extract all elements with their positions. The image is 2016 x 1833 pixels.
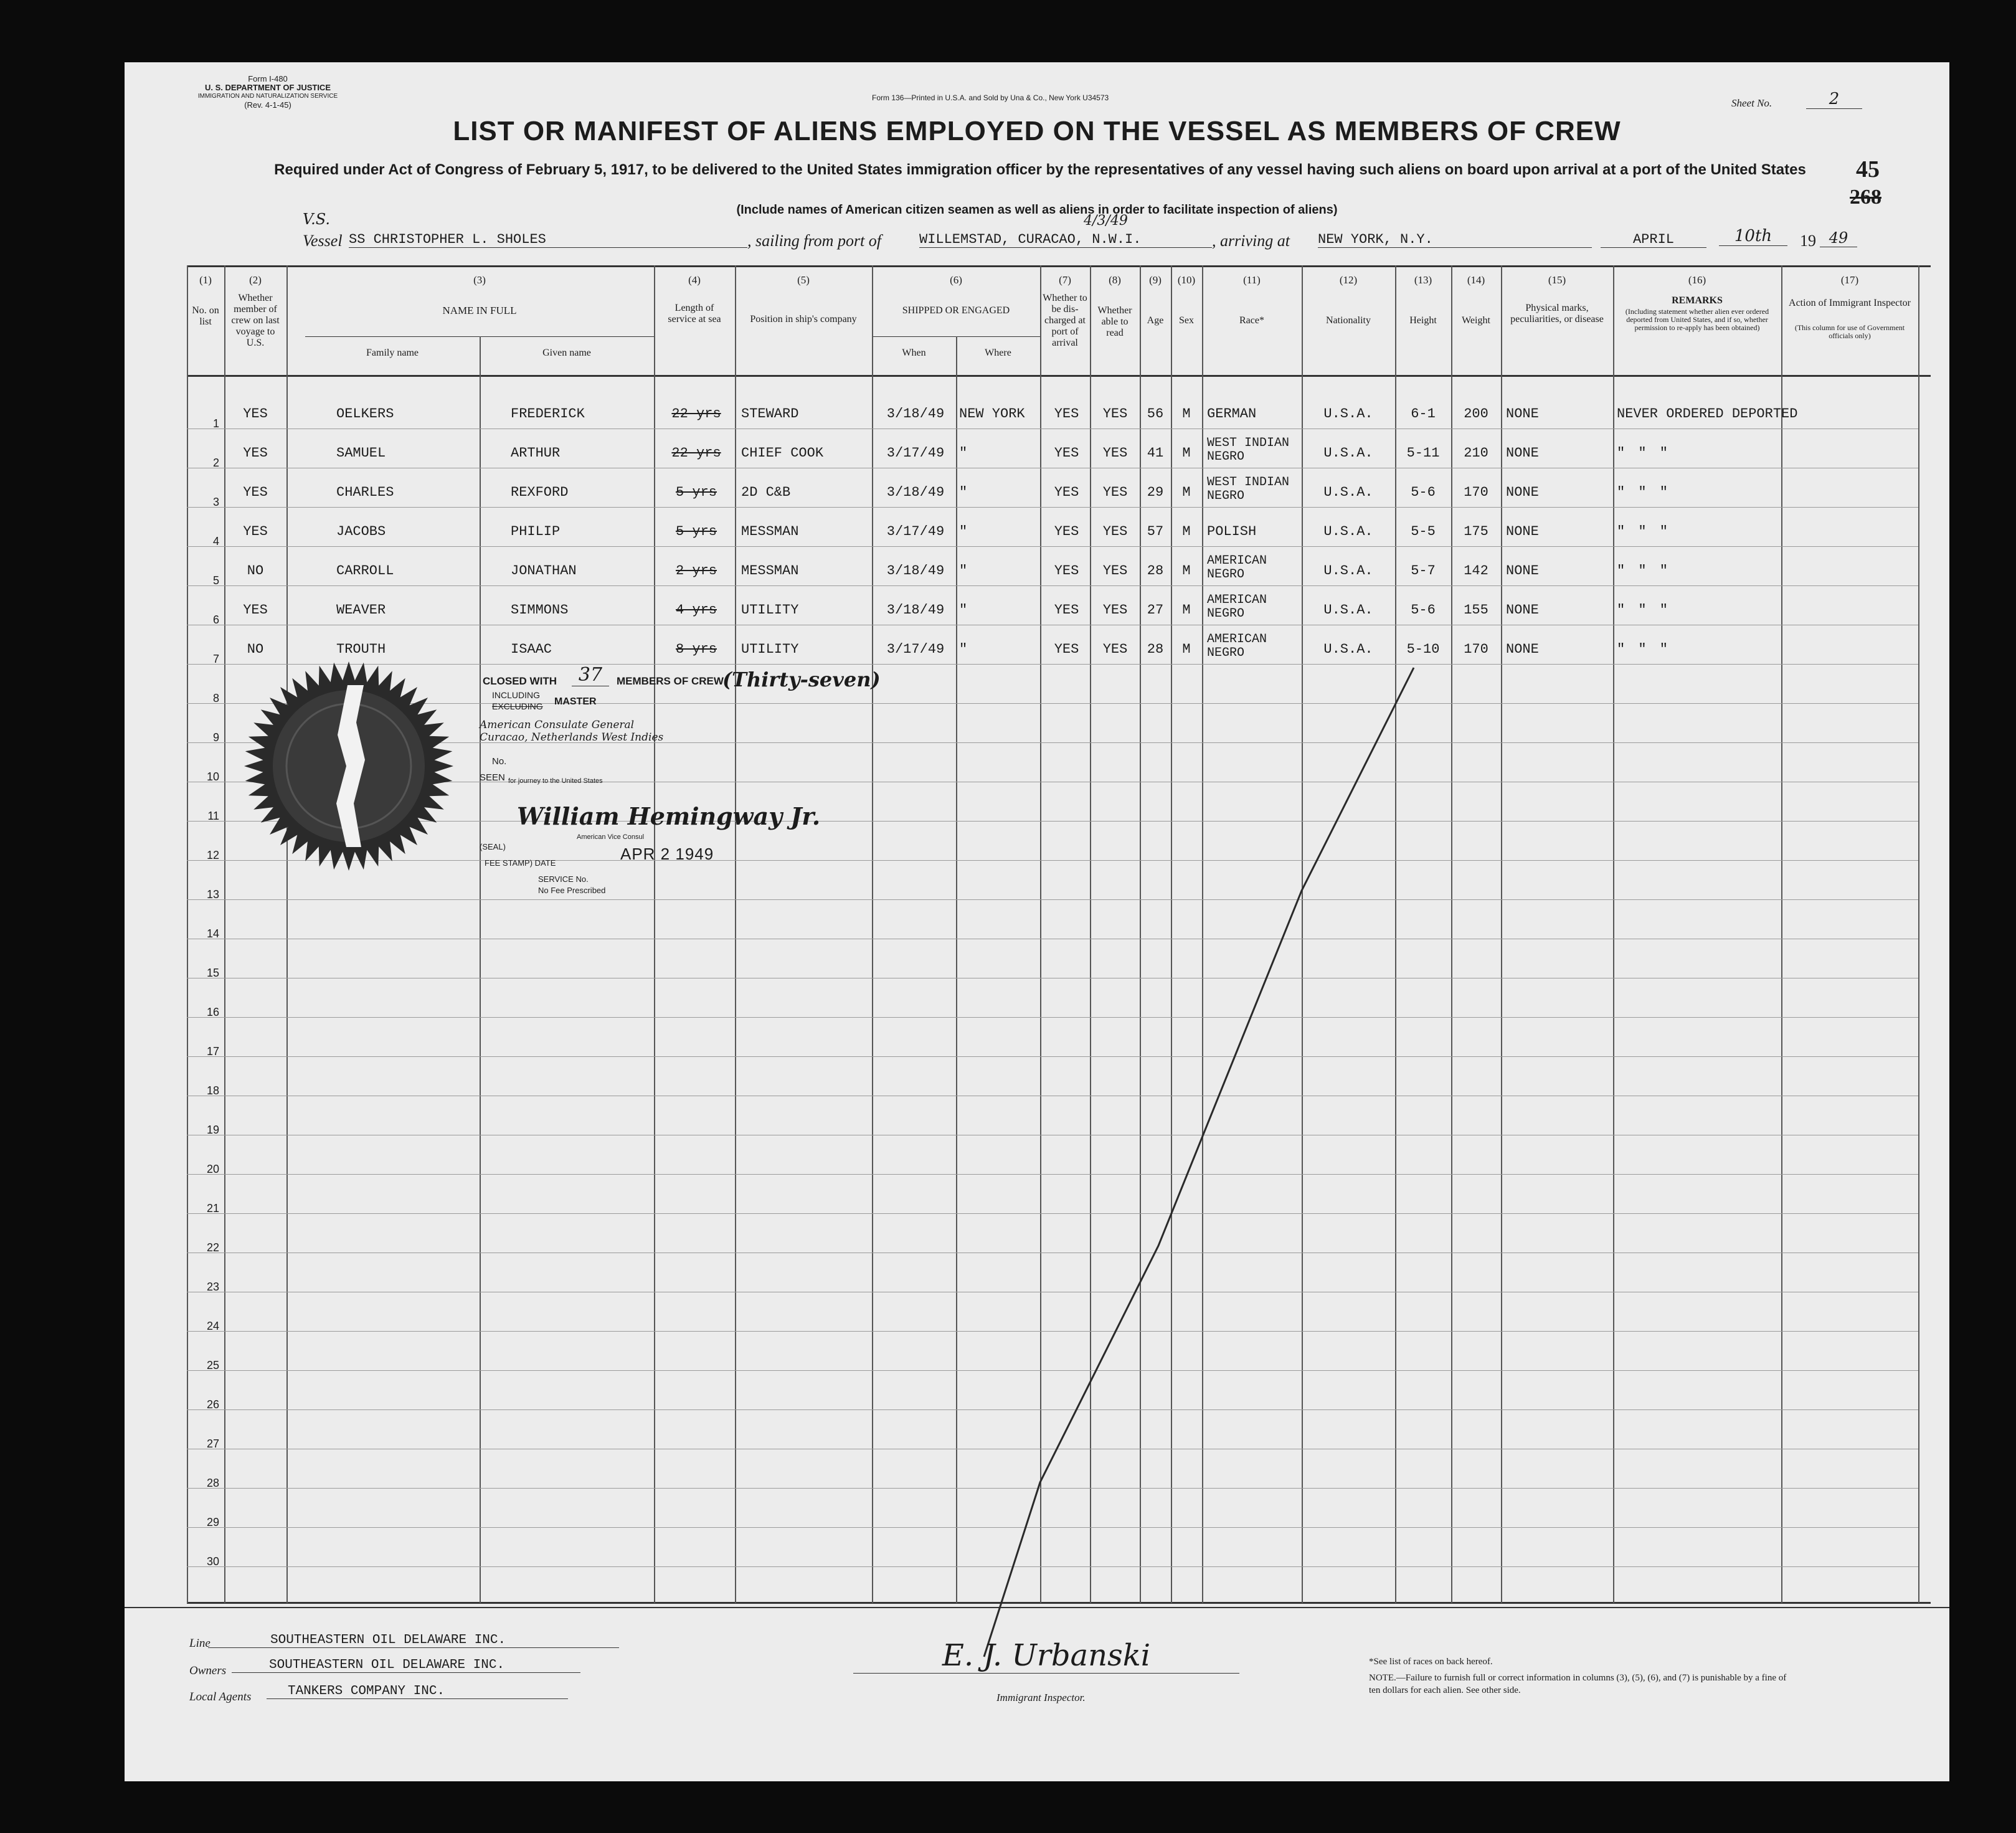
- crew-when-cell: 3/18/49: [886, 406, 945, 422]
- crew-service-cell: 2 yrs: [675, 563, 717, 579]
- crew-weight-cell: 200: [1464, 406, 1488, 422]
- owners-label: Owners: [189, 1664, 227, 1677]
- line-value: SOUTHEASTERN OIL DELAWARE INC.: [208, 1633, 619, 1648]
- col-head-remarks: REMARKS: [1672, 295, 1723, 306]
- row-number: 22: [206, 1241, 219, 1254]
- crew-family-cell: TROUTH: [336, 642, 386, 657]
- crew-where-cell: ": [959, 524, 968, 539]
- crew-age-cell: 28: [1147, 642, 1164, 657]
- row-number: 28: [206, 1477, 219, 1489]
- crew-race-cell: AMERICAN NEGRO: [1207, 554, 1267, 582]
- row-number: 19: [206, 1124, 219, 1136]
- crew-given-cell: JONATHAN: [511, 563, 577, 579]
- crew-given-cell: FREDERICK: [511, 406, 585, 422]
- col-head-race: Race*: [1239, 315, 1264, 326]
- col-num-16: (16): [1688, 274, 1706, 286]
- crew-last-cell: YES: [243, 406, 268, 422]
- crew-remarks-cell: " " ": [1617, 642, 1671, 657]
- vice-consul-label: American Vice Consul: [577, 833, 645, 841]
- sailing-label: , sailing from port of: [747, 232, 882, 250]
- crew-marks-cell: NONE: [1506, 563, 1539, 579]
- arriving-label: , arriving at: [1212, 232, 1290, 250]
- crew-where-cell: ": [959, 602, 968, 618]
- row-number: 29: [206, 1516, 219, 1528]
- col-head-remarks-note: (Including statement whether alien ever ordered deported from United States, and if so, whether permission to re-apply has been obtained): [1625, 307, 1769, 332]
- closed-with-label: CLOSED WITH: [483, 675, 557, 687]
- crew-last-cell: NO: [247, 563, 264, 579]
- col-num-5: (5): [797, 274, 810, 286]
- col-head-given-name: Given name: [542, 348, 591, 358]
- page-number-struck: 268: [1850, 186, 1881, 209]
- crew-given-cell: REXFORD: [511, 485, 569, 500]
- printer-line: Form 136—Printed in U.S.A. and Sold by Una & Co., New York U34573: [872, 93, 1109, 102]
- crew-last-cell: YES: [243, 485, 268, 500]
- col-head-weight: Weight: [1462, 315, 1490, 326]
- crew-sex-cell: M: [1182, 642, 1191, 657]
- row-number: 8: [212, 692, 219, 704]
- stamp-date: APR 2 1949: [620, 845, 714, 863]
- vessel-handwritten-mark: V.S.: [303, 211, 330, 228]
- seen-label: SEEN: [480, 772, 505, 783]
- crew-count-words: (Thirty-seven): [722, 668, 881, 691]
- legal-requirement: Required under Act of Congress of February 5, 1917, to be delivered to the United States immigration officer by the representatives of any vessel having such aliens on board upon arrival at a port of the United States: [274, 161, 1806, 178]
- crew-height-cell: 6-1: [1411, 406, 1436, 422]
- crew-sex-cell: M: [1182, 524, 1191, 539]
- races-note: *See list of races on back hereof.: [1369, 1657, 1493, 1667]
- col-num-8: (8): [1109, 274, 1121, 286]
- crew-where-cell: ": [959, 485, 968, 500]
- crew-service-cell: 8 yrs: [675, 642, 717, 657]
- crew-position-cell: MESSMAN: [741, 563, 799, 579]
- crew-nationality-cell: U.S.A.: [1323, 602, 1373, 618]
- col-head-family-name: Family name: [366, 348, 419, 358]
- stamp-no-label: No.: [492, 756, 507, 767]
- crew-family-cell: CARROLL: [336, 563, 394, 579]
- crew-marks-cell: NONE: [1506, 524, 1539, 539]
- row-number: 23: [206, 1281, 219, 1293]
- owners-value: SOUTHEASTERN OIL DELAWARE INC.: [232, 1658, 580, 1673]
- crew-marks-cell: NONE: [1506, 602, 1539, 618]
- port-of-sailing: WILLEMSTAD, CURACAO, N.W.I.: [919, 232, 1212, 248]
- inclusion-note: (Include names of American citizen seamen as well as aliens in order to facilitate inspection of aliens): [736, 203, 1338, 217]
- crew-nationality-cell: U.S.A.: [1323, 563, 1373, 579]
- crew-family-cell: JACOBS: [336, 524, 386, 539]
- manifest-sheet: [125, 62, 1949, 1781]
- row-number: 10: [206, 770, 219, 783]
- row-number: 3: [212, 496, 219, 508]
- crew-remarks-cell: NEVER ORDERED DEPORTED: [1617, 406, 1798, 422]
- crew-sex-cell: M: [1182, 445, 1191, 461]
- col-head-inspector-action: Action of Immigrant Inspector: [1789, 298, 1911, 308]
- crew-given-cell: ISAAC: [511, 642, 552, 657]
- row-number: 14: [206, 927, 219, 940]
- crew-age-cell: 57: [1147, 524, 1164, 539]
- manifest-title: LIST OR MANIFEST OF ALIENS EMPLOYED ON THE VESSEL AS MEMBERS OF CREW: [453, 116, 1621, 146]
- crew-given-cell: SIMMONS: [511, 602, 569, 618]
- crew-remarks-cell: " " ": [1617, 602, 1671, 618]
- inspector-check-line: [125, 62, 1949, 1781]
- crew-discharged-cell: YES: [1054, 485, 1079, 500]
- crew-position-cell: MESSMAN: [741, 524, 799, 539]
- row-number: 30: [206, 1555, 219, 1568]
- col-num-11: (11): [1243, 274, 1261, 286]
- crew-position-cell: CHIEF COOK: [741, 445, 824, 461]
- crew-read-cell: YES: [1102, 406, 1128, 422]
- row-number: 12: [206, 849, 219, 861]
- row-number: 21: [206, 1202, 219, 1215]
- crew-remarks-cell: " " ": [1617, 485, 1671, 500]
- service-no-label: SERVICE No.: [538, 874, 589, 884]
- col-num-7: (7): [1059, 274, 1071, 286]
- crew-where-cell: ": [959, 445, 968, 461]
- crew-height-cell: 5-5: [1411, 524, 1436, 539]
- inspector-signature: E. J. Urbanski: [853, 1638, 1239, 1674]
- crew-race-cell: WEST INDIAN NEGRO: [1207, 436, 1290, 464]
- crew-weight-cell: 142: [1464, 563, 1488, 579]
- crew-race-cell: AMERICAN NEGRO: [1207, 593, 1267, 621]
- row-number: 6: [212, 613, 219, 626]
- penalty-note: NOTE.—Failure to furnish full or correct information in columns (3), (5), (6), and (7) is punishable by a fine of ten dollars for each alien. See other side.: [1369, 1673, 1787, 1695]
- col-head-last-voyage: Whether member of crew on last voyage to U.S.: [231, 293, 280, 348]
- col-head-nationality: Nationality: [1326, 315, 1371, 326]
- crew-last-cell: YES: [243, 445, 268, 461]
- row-number: 26: [206, 1398, 219, 1411]
- crew-nationality-cell: U.S.A.: [1323, 642, 1373, 657]
- crew-marks-cell: NONE: [1506, 445, 1539, 461]
- row-number: 20: [206, 1163, 219, 1175]
- crew-marks-cell: NONE: [1506, 406, 1539, 422]
- col-head-shipped: SHIPPED OR ENGAGED: [902, 305, 1010, 316]
- crew-height-cell: 5-6: [1411, 602, 1436, 618]
- col-num-4: (4): [688, 274, 701, 286]
- col-num-14: (14): [1467, 274, 1485, 286]
- vessel-name: SS CHRISTOPHER L. SHOLES: [349, 232, 747, 248]
- crew-discharged-cell: YES: [1054, 642, 1079, 657]
- crew-count: 37: [572, 664, 609, 686]
- crew-read-cell: YES: [1102, 563, 1128, 579]
- journey-label: for journey to the United States: [508, 777, 603, 785]
- agents-value: TANKERS COMPANY INC.: [267, 1684, 568, 1699]
- crew-race-cell: GERMAN: [1207, 406, 1257, 422]
- crew-age-cell: 29: [1147, 485, 1164, 500]
- crew-nationality-cell: U.S.A.: [1323, 406, 1373, 422]
- col-num-3: (3): [473, 274, 486, 286]
- crew-discharged-cell: YES: [1054, 563, 1079, 579]
- row-number: 13: [206, 888, 219, 901]
- arrival-month: APRIL: [1601, 232, 1706, 248]
- crew-marks-cell: NONE: [1506, 642, 1539, 657]
- sheet-label: Sheet No.: [1731, 97, 1772, 109]
- form-number: Form I-480: [248, 74, 288, 83]
- col-head-age: Age: [1147, 315, 1164, 326]
- crew-nationality-cell: U.S.A.: [1323, 485, 1373, 500]
- crew-given-cell: PHILIP: [511, 524, 561, 539]
- crew-height-cell: 5-7: [1411, 563, 1436, 579]
- crew-age-cell: 28: [1147, 563, 1164, 579]
- crew-where-cell: NEW YORK: [959, 406, 1025, 422]
- crew-remarks-cell: " " ": [1617, 445, 1671, 461]
- crew-sex-cell: M: [1182, 563, 1191, 579]
- consul-signature: William Hemingway Jr.: [517, 802, 821, 830]
- col-head-when: When: [902, 348, 926, 358]
- col-head-name: NAME IN FULL: [442, 305, 517, 316]
- crew-sex-cell: M: [1182, 602, 1191, 618]
- col-num-17: (17): [1840, 274, 1859, 286]
- crew-discharged-cell: YES: [1054, 406, 1079, 422]
- crew-read-cell: YES: [1102, 602, 1128, 618]
- seal-label: (SEAL): [480, 842, 506, 851]
- master-label: MASTER: [554, 696, 597, 707]
- crew-weight-cell: 175: [1464, 524, 1488, 539]
- row-number: 4: [212, 535, 219, 547]
- crew-sex-cell: M: [1182, 485, 1191, 500]
- row-number: 11: [207, 810, 219, 822]
- excluding-label: EXCLUDING: [492, 701, 543, 711]
- crew-weight-cell: 155: [1464, 602, 1488, 618]
- crew-race-cell: POLISH: [1207, 524, 1257, 539]
- crew-when-cell: 3/18/49: [886, 563, 945, 579]
- crew-last-cell: NO: [247, 642, 264, 657]
- crew-marks-cell: NONE: [1506, 485, 1539, 500]
- members-of-crew-label: MEMBERS OF CREW: [617, 675, 724, 687]
- crew-when-cell: 3/18/49: [886, 485, 945, 500]
- crew-service-cell: 4 yrs: [675, 602, 717, 618]
- row-number: 17: [206, 1045, 219, 1058]
- col-head-sex: Sex: [1179, 315, 1194, 326]
- crew-when-cell: 3/17/49: [886, 445, 945, 461]
- row-number: 9: [212, 731, 219, 744]
- col-num-1: (1): [199, 274, 212, 286]
- crew-service-cell: 22 yrs: [671, 445, 721, 461]
- arrival-day: 10th: [1719, 227, 1787, 246]
- crew-family-cell: OELKERS: [336, 406, 394, 422]
- crew-read-cell: YES: [1102, 445, 1128, 461]
- row-number: 27: [206, 1438, 219, 1450]
- crew-when-cell: 3/17/49: [886, 642, 945, 657]
- crew-remarks-cell: " " ": [1617, 524, 1671, 539]
- row-number: 25: [206, 1359, 219, 1371]
- crew-when-cell: 3/17/49: [886, 524, 945, 539]
- col-head-list-no: No. on list: [192, 305, 219, 327]
- crew-height-cell: 5-6: [1411, 485, 1436, 500]
- col-head-read: Whether able to read: [1097, 305, 1132, 338]
- page-number: 45: [1856, 156, 1880, 182]
- handwritten-sailing-date: 4/3/49: [1084, 213, 1128, 229]
- col-num-13: (13): [1414, 274, 1432, 286]
- crew-age-cell: 56: [1147, 406, 1164, 422]
- crew-when-cell: 3/18/49: [886, 602, 945, 618]
- vessel-label: Vessel: [303, 232, 343, 250]
- consulate-place: Curacao, Netherlands West Indies: [480, 731, 664, 744]
- crew-discharged-cell: YES: [1054, 445, 1079, 461]
- crew-last-cell: YES: [243, 602, 268, 618]
- crew-age-cell: 41: [1147, 445, 1164, 461]
- row-number: 5: [212, 574, 219, 587]
- col-num-2: (2): [249, 274, 262, 286]
- crew-discharged-cell: YES: [1054, 602, 1079, 618]
- crew-weight-cell: 210: [1464, 445, 1488, 461]
- crew-weight-cell: 170: [1464, 485, 1488, 500]
- crew-sex-cell: M: [1182, 406, 1191, 422]
- row-number: 1: [212, 417, 219, 430]
- crew-remarks-cell: " " ": [1617, 563, 1671, 579]
- col-num-12: (12): [1339, 274, 1358, 286]
- crew-read-cell: YES: [1102, 642, 1128, 657]
- crew-family-cell: WEAVER: [336, 602, 386, 618]
- department-name: U. S. DEPARTMENT OF JUSTICE: [205, 83, 331, 92]
- row-number: 15: [206, 967, 219, 979]
- col-head-service: Length of service at sea: [668, 303, 721, 324]
- crew-service-cell: 5 yrs: [675, 485, 717, 500]
- crew-position-cell: STEWARD: [741, 406, 799, 422]
- year-prefix: 19: [1800, 232, 1816, 250]
- fee-stamp-label: FEE STAMP) DATE: [485, 858, 556, 868]
- crew-read-cell: YES: [1102, 524, 1128, 539]
- col-head-inspector-note: (This column for use of Government officials only): [1794, 323, 1905, 340]
- crew-discharged-cell: YES: [1054, 524, 1079, 539]
- sheet-number: 2: [1806, 90, 1862, 109]
- crew-position-cell: UTILITY: [741, 602, 799, 618]
- crew-age-cell: 27: [1147, 602, 1164, 618]
- crew-nationality-cell: U.S.A.: [1323, 445, 1373, 461]
- crew-family-cell: CHARLES: [336, 485, 394, 500]
- col-num-6: (6): [950, 274, 962, 286]
- crew-position-cell: 2D C&B: [741, 485, 791, 500]
- row-number: 7: [212, 653, 219, 665]
- crew-where-cell: ": [959, 563, 968, 579]
- col-head-height: Height: [1409, 315, 1437, 326]
- row-number: 18: [206, 1084, 219, 1097]
- agents-label: Local Agents: [189, 1690, 252, 1703]
- service-name: IMMIGRATION AND NATURALIZATION SERVICE: [197, 93, 338, 100]
- crew-last-cell: YES: [243, 524, 268, 539]
- crew-service-cell: 22 yrs: [671, 406, 721, 422]
- form-revision: (Rev. 4-1-45): [244, 100, 291, 110]
- crew-position-cell: UTILITY: [741, 642, 799, 657]
- col-head-position: Position in ship's company: [750, 314, 857, 324]
- port-of-arrival: NEW YORK, N.Y.: [1318, 232, 1592, 248]
- col-num-10: (10): [1177, 274, 1196, 286]
- crew-height-cell: 5-10: [1406, 642, 1440, 657]
- no-fee-label: No Fee Prescribed: [538, 886, 606, 895]
- crew-given-cell: ARTHUR: [511, 445, 561, 461]
- including-label: INCLUDING: [492, 690, 541, 700]
- consulate-name: American Consulate General: [480, 719, 635, 731]
- crew-nationality-cell: U.S.A.: [1323, 524, 1373, 539]
- crew-height-cell: 5-11: [1406, 445, 1440, 461]
- col-head-where: Where: [985, 348, 1011, 358]
- crew-service-cell: 5 yrs: [675, 524, 717, 539]
- col-num-15: (15): [1548, 274, 1566, 286]
- arrival-year: 49: [1820, 229, 1857, 247]
- line-label: Line: [189, 1637, 211, 1650]
- crew-race-cell: WEST INDIAN NEGRO: [1207, 475, 1290, 503]
- col-head-discharged: Whether to be dis-charged at port of arrival: [1043, 293, 1087, 348]
- col-num-9: (9): [1149, 274, 1162, 286]
- crew-weight-cell: 170: [1464, 642, 1488, 657]
- crew-where-cell: ": [959, 642, 968, 657]
- row-number: 16: [206, 1006, 219, 1018]
- row-number: 2: [212, 457, 219, 469]
- col-head-physical-marks: Physical marks, peculiarities, or disease: [1510, 303, 1604, 324]
- crew-read-cell: YES: [1102, 485, 1128, 500]
- crew-family-cell: SAMUEL: [336, 445, 386, 461]
- inspector-label: Immigrant Inspector.: [996, 1692, 1086, 1703]
- row-number: 24: [206, 1320, 219, 1332]
- crew-race-cell: AMERICAN NEGRO: [1207, 632, 1267, 660]
